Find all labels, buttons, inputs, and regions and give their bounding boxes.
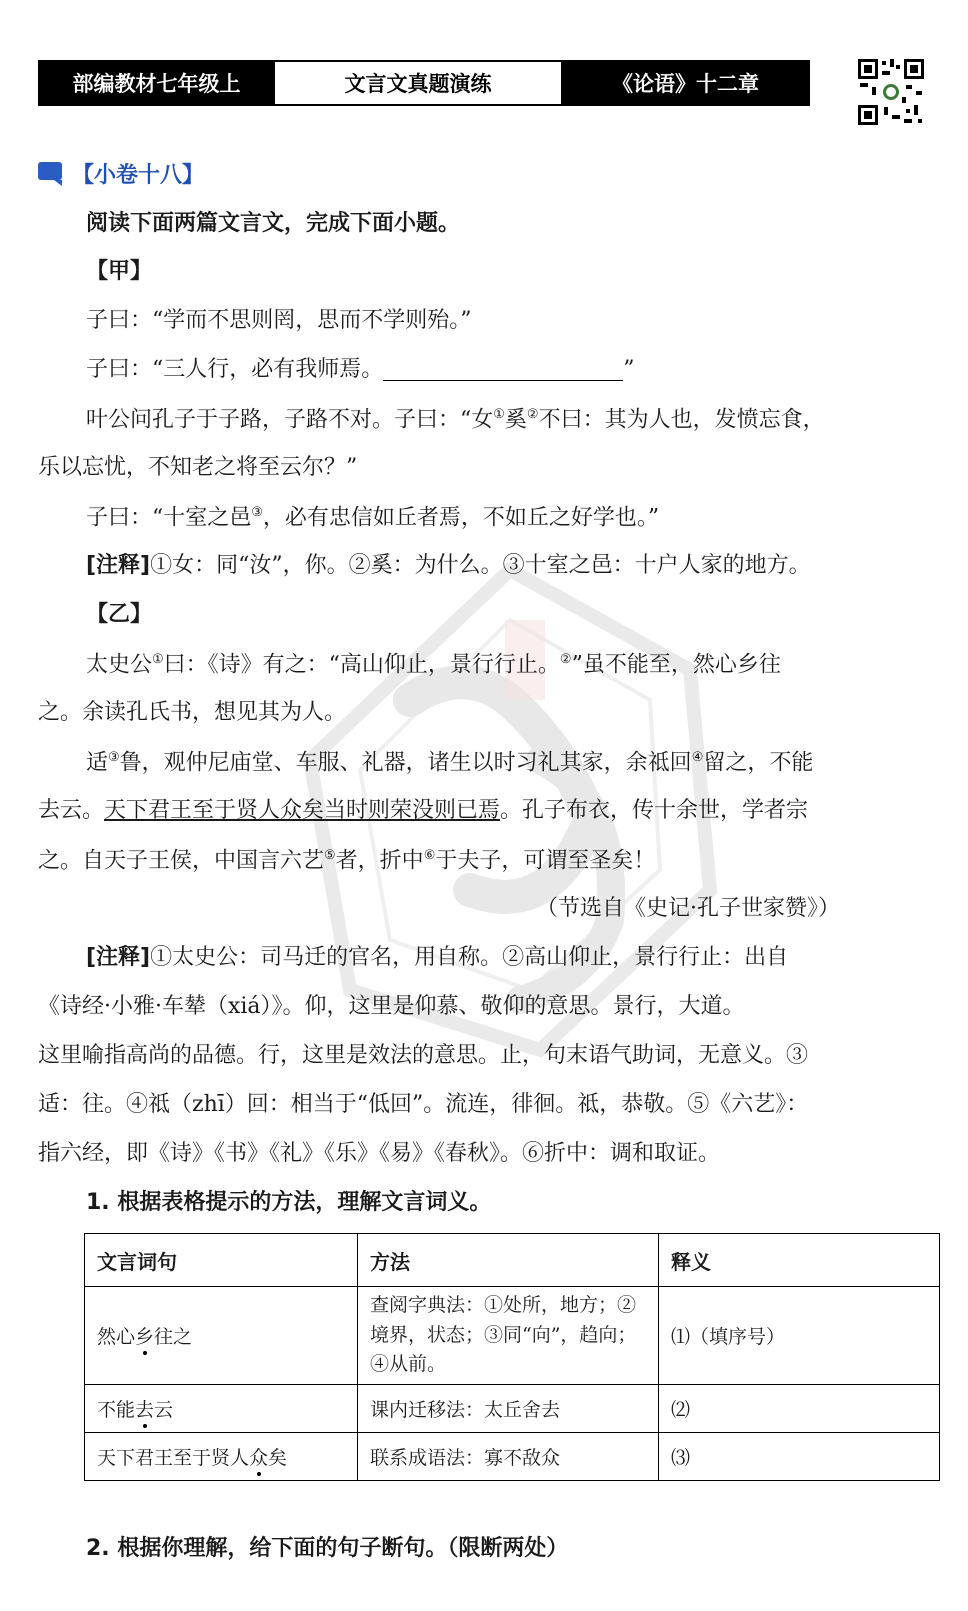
bookmark-icon <box>38 162 66 186</box>
jia-line-5: 子曰：“十室之邑③，必有忠信如丘者焉，不如丘之好学也。” <box>86 505 660 531</box>
yi-note-4: 适：往。④祗（zhī）回：相当于“低回”。流连，徘徊。祗，恭敬。⑤《六艺》： <box>38 1092 809 1117</box>
answer-cell[interactable]: ⑶ <box>659 1433 940 1481</box>
jia-line-2: 子曰：“三人行，必有我师焉。 ” <box>86 357 635 382</box>
yi-note-3: 这里喻指高尚的品德。行，这里是效法的意思。止，句末语气助词，无意义。③ <box>38 1043 809 1068</box>
answer-cell[interactable]: ⑵ <box>659 1385 940 1433</box>
jia-label: 【甲】 <box>86 259 153 284</box>
vocab-table <box>84 1233 940 1481</box>
instruction: 阅读下面两篇文言文，完成下面小题。 <box>86 211 461 236</box>
method-cell: 查阅字典法：①处所，地方；②境界，状态；③同“向”，趋向；④从前。 <box>358 1287 659 1385</box>
yi-source: （节选自《史记·孔子世家赞》） <box>536 896 840 921</box>
header-grade: 部编教材七年级上 <box>40 62 273 104</box>
header-chapter: 《论语》十二章 <box>563 62 808 104</box>
section-title <box>38 158 204 189</box>
method-cell: 联系成语法：寡不敌众 <box>358 1433 659 1481</box>
yi-line-2: 之。余读孔氏书，想见其为人。 <box>38 700 347 725</box>
jia-note: [注释]①女：同“汝”，你。②奚：为什么。③十室之邑：十户人家的地方。 <box>86 553 811 578</box>
table-row <box>85 1433 940 1481</box>
yi-line-1: 太史公①曰：《诗》有之：“高山仰止，景行行止。②”虽不能至，然心乡往 <box>86 652 781 678</box>
col-header-phrase: 文言词句 <box>85 1234 358 1287</box>
qr-code-icon[interactable] <box>856 57 926 127</box>
col-header-meaning: 释义 <box>659 1234 940 1287</box>
phrase-cell: 然心乡往之 <box>85 1287 358 1385</box>
answer-cell[interactable]: ⑴（填序号） <box>659 1287 940 1385</box>
method-cell: 课内迁移法：太丘舍去 <box>358 1385 659 1433</box>
yi-line-5: 之。自天子王侯，中国言六艺⑤者，折中⑥于夫子，可谓至圣矣！ <box>38 848 656 874</box>
table-header-row <box>85 1234 940 1287</box>
phrase-cell: 不能去云 <box>85 1385 358 1433</box>
col-header-method: 方法 <box>358 1234 659 1287</box>
phrase-cell: 天下君王至于贤人众矣 <box>85 1433 358 1481</box>
fill-blank[interactable] <box>383 360 623 381</box>
header-topic: 文言文真题演练 <box>273 62 563 104</box>
yi-note-2: 《诗经·小雅·车辇（xiá）》。仰，这里是仰慕、敬仰的意思。景行，大道。 <box>38 994 745 1019</box>
jia-line-4: 乐以忘忧，不知老之将至云尔？” <box>38 455 358 480</box>
jia-line-3: 叶公问孔子于子路，子路不对。子曰：“女①奚②不曰：其为人也，发愤忘食， <box>86 407 825 433</box>
yi-label: 【乙】 <box>86 602 153 627</box>
table-row <box>85 1385 940 1433</box>
question-2-title: 2. 根据你理解，给下面的句子断句。（限断两处） <box>86 1536 569 1561</box>
question-1-title: 1. 根据表格提示的方法，理解文言词义。 <box>86 1190 492 1215</box>
header-bar <box>38 60 810 106</box>
yi-note-1: [注释]①太史公：司马迁的官名，用自称。②高山仰止，景行行止：出自 <box>86 945 789 970</box>
underlined-sentence: 天下君王至于贤人众矣当时则荣没则已焉 <box>104 798 501 823</box>
jia-line-1: 子曰：“学而不思则罔，思而不学则殆。” <box>86 308 472 333</box>
yi-line-4: 去云。天下君王至于贤人众矣当时则荣没则已焉。孔子布衣，传十余世，学者宗 <box>38 798 809 823</box>
table-row <box>85 1287 940 1385</box>
section-title-text: 【小卷十八】 <box>72 163 205 188</box>
yi-line-3: 适③鲁，观仲尼庙堂、车服、礼器，诸生以时习礼其家，余祗回④留之，不能 <box>86 750 814 776</box>
yi-note-5: 指六经，即《诗》《书》《礼》《乐》《易》《春秋》。⑥折中：调和取证。 <box>38 1141 721 1166</box>
